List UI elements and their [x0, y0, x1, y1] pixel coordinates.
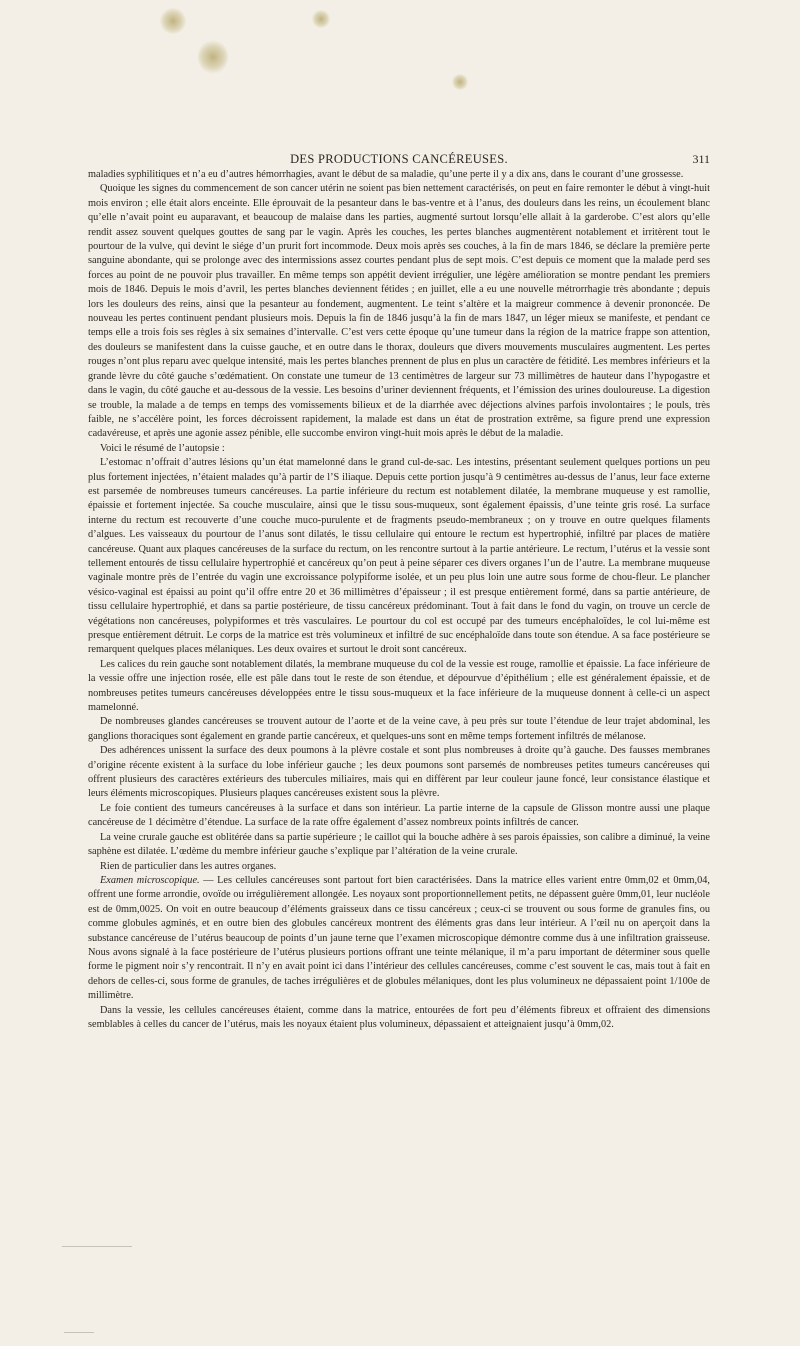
foxing-stain — [160, 8, 186, 34]
running-head: DES PRODUCTIONS CANCÉREUSES. — [290, 152, 508, 166]
paragraph: Des adhérences unissent la surface des deux poumons à la plèvre costale et sont plus nombreuses à droite qu’à gauche. Des fausses membranes d’origine récente existent à la surface du lobe inférieur gauche ; les deux poumons sont parsemés de nombreuses petites tumeurs cancéreuses qui offrent plusieurs des caractères extérieurs des tubercules miliaires, mais qui en diffèrent par leur couleur jaune foncé, leur consistance élastique et leurs éléments microscopiques. Plusieurs plaques cancéreuses existent sous la plèvre. — [88, 745, 710, 800]
paragraph: Voici le résumé de l’autopsie : — [100, 442, 225, 454]
margin-smudge — [62, 1246, 132, 1247]
paragraph: Les calices du rein gauche sont notablement dilatés, la membrane muqueuse du col de la vessie est rouge, ramollie et épaissie. La face inférieure de la vessie offre une injection rosée, elle est pâle dans tout le reste de son étendue, et dépourvue d’épithélium ; elle est généralement épaissie, et de nombreuses petites tumeurs cancéreuses développées entre le tissu sous-muqueux et la face inférieure de la muqueuse donnent à celle-ci un aspect mamelonné. — [88, 658, 710, 714]
foxing-stain — [198, 40, 228, 74]
foxing-stain — [312, 10, 330, 28]
paragraph: Dans la vessie, les cellules cancéreuses étaient, comme dans la matrice, entourées de fort peu d’éléments fibreux et offraient des dimensions semblables à celles du cancer de l’utérus, mais les noyaux étaient plus volumineux, dépassaient et atteignaient jusqu’à 0mm,02. — [88, 1004, 710, 1030]
paragraph: La veine crurale gauche est oblitérée dans sa partie supérieure ; le caillot qui la bouche adhère à ses parois épaissies, son calibre a diminué, la veine saphène est dilatée. L’œdème du membre inférieur gauche s’explique par l’altération de la veine crurale. — [88, 831, 710, 858]
page-header — [88, 152, 710, 168]
paragraph: L’estomac n’offrait d’autres lésions qu’un état mamelonné dans le grand cul-de-sac. Les intestins, présentant seulement quelques portions un peu plus fortement injectées, n’étaient malades qu’à partir de l’S iliaque. Depuis cette portion jusqu’à 9 centimètres au-dessus de l’anus, leur face externe est parsemée de nombreuses tumeurs cancéreuses. La partie inférieure du rectum est notablement dilatée, la membrane muqueuse y est ramollie, épaissie et fortement injectée. Sa couche musculaire, ainsi que le tissu sous-muqueux, sont également épaissis, d’une teinte gris rosé. La surface interne du rectum est recouverte d’une couche muco-purulente et de fragments pseudo-membraneux ; on y trouve en outre quelques filaments d’algues. Les vaisseaux du pourtour de l’anus sont dilatés, le tissu cellulaire qui entoure le rectum est hypertrophié, infiltré par places de matière cancéreuse. Quant aux plaques cancéreuses de la surface du rectum, on les rencontre surtout à la partie antérieure. Le rectum, l’utérus et la vessie sont tellement entourés de tissu cellulaire hypertrophié et cancéreux qu’on peut à peine séparer ces divers organes l’un de l’autre. La membrane muqueuse vaginale montre près de l’entrée du vagin une excroissance polypiforme isolée, et un peu plus loin une autre sous forme de chou-fleur. Le plancher vésico-vaginal est épaissi au point qu’il offre entre 20 et 36 millimètres d’épaisseur ; il est presque entièrement formé, dans sa partie antérieure, de tissu cellulaire hypertrophié, et dans sa partie postérieure, de tissu cancéreux prédominant. Tout à fait dans le fond du vagin, on trouve un cercle de végétations non cancéreuses, polypiformes et très vasculaires. Le pourtour du col est occupé par des tumeurs encéphaloïdes, le col lui-même est presque entièrement détruit. Le corps de la matrice est très volumineux et infiltré de suc encéphaloïde dans toute son étendue. A sa face postérieure se remarquent quelques places mélaniques. Les deux ovaires et surtout le droit sont cancéreux. — [88, 457, 710, 656]
paragraph: De nombreuses glandes cancéreuses se trouvent autour de l’aorte et de la veine cave, à peu près sur toute l’étendue de leur trajet abdominal, les ganglions thoraciques sont également en grande partie cancéreux, et quelques-uns sont en même temps fortement infiltrés de mélanose. — [88, 716, 710, 742]
paragraph: maladies syphilitiques et n’a eu d’autres hémorrhagies, avant le début de sa maladie, qu’une perte il y a dix ans, dans le courant d’une grossesse. — [88, 169, 684, 180]
paragraph: Rien de particulier dans les autres organes. — [100, 860, 277, 872]
margin-smudge — [64, 1332, 94, 1333]
microscopy-text: — Les cellules cancéreuses sont partout fort bien caractérisées. Dans la matrice elles varient entre 0mm,02 et 0mm,04, offrent une forme arrondie, ovoïde ou irrégulièrement allongée. Les noyaux sont proportionnellement petits, ne dépassent guère 0mm,01, leur nucléole est de 0mm,0025. On voit en outre beaucoup d’éléments graisseux dans ce tissu cancéreux ; ceux-ci se trouvent ou sous forme de granules fins, ou comme globules agminés, et en outre bien des globules cancéreux montrent des éléments gras dans leur intérieur. A l’œil nu on aperçoit dans la substance cancéreuse de l’utérus beaucoup de points d’un jaune terne que l’examen microscopique démontre comme dus à une infiltration graisseuse. Nous avons signalé à la face postérieure de l’utérus plusieurs portions offrant une teinte mélanique, il m’a paru important de déterminer sous quelle forme le pigment noir s’y rencontrait. Il n’y en avait point ici dans l’intérieur des cellules cancéreuses, comme c’est souvent le cas, mais tout à fait en dehors de celles-ci, sous forme de granules, de taches irrégulières et de globules mélaniques, dont les plus volumineux ne dépassaient point 1/100e de millimètre. — [88, 874, 710, 1002]
paragraph: Le foie contient des tumeurs cancéreuses à la surface et dans son intérieur. La partie interne de la capsule de Glisson montre aussi une plaque cancéreuse de 1 décimètre d’étendue. La surface de la rate offre également d’assez nombreux points infiltrés de cancer. — [88, 802, 710, 829]
paragraph-microscopy — [88, 874, 710, 1004]
foxing-stain — [452, 74, 468, 90]
page-body — [88, 168, 710, 1032]
paragraph: Quoique les signes du commencement de son cancer utérin ne soient pas bien nettement caractérisés, on peut en faire remonter le début à vingt-huit mois environ ; elle était alors enceinte. Elle éprouvait de la pesanteur dans le bas-ventre et à l’anus, des douleurs dans les reins, un écoulement blanc qu’elle n’avait point eu auparavant, et beaucoup de malaise dans les parties, augmenté surtout lorsqu’elle allait à la garderobe. C’est alors qu’elle rendit assez souvent quelques gouttes de sang par le vagin. Après les couches, les pertes blanches augmentèrent notablement et irritèrent tout le pourtour de la vulve, qui devint le siége d’un prurit fort incommode. Deux mois après ses couches, à la fin de mars 1846, se déclare la première perte sanguine abondante, qui se prolonge avec des intermissions assez courtes pendant plus de sept mois. C’est depuis ce moment que la malade perd ses forces au point de ne pouvoir plus travailler. En même temps son appétit devient irrégulier, une légère amélioration se montre pendant les premiers mois de 1846. Depuis le mois d’avril, les pertes blanches deviennent fétides ; en juillet, elle a eu une nouvelle métrorrhagie très abondante ; depuis lors les douleurs des reins, ainsi que la pesanteur au fondement, augmentent. Le teint s’altère et la maigreur commence à devenir prononcée. De nouveau les pertes continuent pendant plusieurs mois. Depuis la fin de 1846 jusqu’à la fin de mars 1847, un léger mieux se manifeste, et pendant ce temps elle a trois fois ses règles à six semaines d’intervalle. C’est vers cette époque qu’une tumeur dans la région de la matrice frappe son attention, des douleurs se manifestent dans la cuisse gauche, et en outre dans le thorax, douleurs que divers mouvements musculaires augmentent. Les pertes rouges n’ont plus reparu avec quelque intensité, mais les pertes blanches prennent de plus en plus un caractère de fétidité. Les membres inférieurs et la grande lèvre du côté gauche s’œdématient. On constate une tumeur de 13 centimètres de largeur sur 73 millimètres de hauteur dans l’hypogastre et dans le vagin, du côté gauche et au-dessous de la vessie. Les besoins d’uriner deviennent fréquents, et l’émission des urines douloureuse. La digestion se trouble, la malade a de temps en temps des vomissements bilieux et de la diarrhée avec déjections alvines parfois involontaires ; le pouls, très faible, ne s’accélère point, les forces décroissent rapidement, la malade est dans un état de prostration extrême, sa figure prend une expression cadavéreuse, et après une agonie assez pénible, elle succombe environ vingt-huit mois après le début de la maladie. — [88, 183, 710, 440]
microscopy-label: Examen microscopique. — [100, 874, 200, 886]
page-number: 311 — [692, 152, 710, 166]
